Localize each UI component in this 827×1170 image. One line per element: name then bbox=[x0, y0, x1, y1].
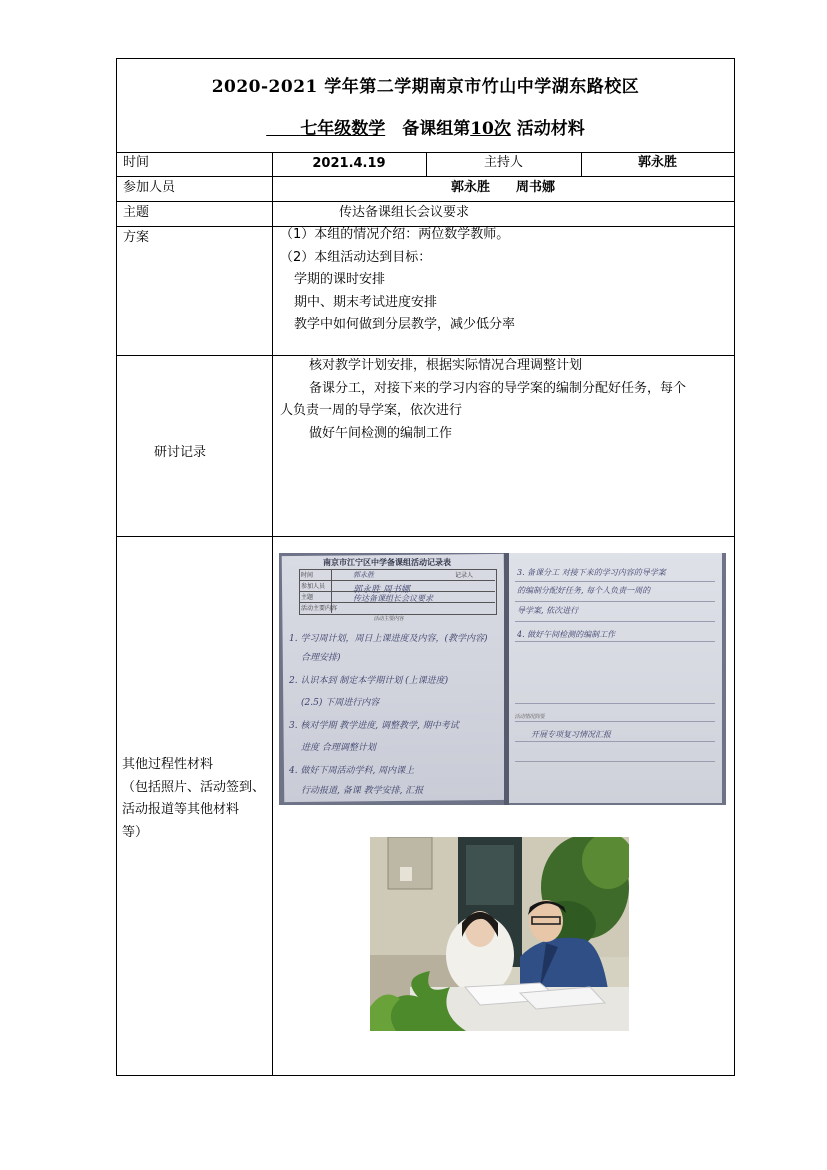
plan-line: （1）本组的情况介绍：两位数学教师。 bbox=[280, 227, 510, 242]
form-field: 活动主要内容 bbox=[374, 616, 405, 622]
document-title: 2020-2021 学年第二学期南京市竹山中学湖东路校区 bbox=[211, 77, 640, 97]
handwriting: 行动报道, 备课 教学安排, 汇报 bbox=[301, 786, 424, 796]
handwriting: 开展专项复习情况汇报 bbox=[531, 730, 611, 739]
subtitle-subject-text: 七年级数学 bbox=[300, 119, 386, 139]
other-label-line: （包括照片、活动签到、 bbox=[122, 779, 266, 795]
discussion-line: 备课分工，对接下来的学习内容的导学案的编制分配好任务，每个 bbox=[309, 380, 687, 396]
handwriting: 2. 认识本到 制定本学期计划 (上课进度) bbox=[289, 676, 449, 686]
subtitle-subject bbox=[266, 119, 385, 139]
handwriting: 4. 做好午间检测的编制工作 bbox=[517, 630, 616, 639]
form-field: 活动主要内容 bbox=[301, 605, 338, 612]
activity-record-table bbox=[116, 58, 735, 1076]
handwriting: 3. 备课分工 对接下来的学习内容的导学案 bbox=[517, 568, 666, 577]
record-book-photo bbox=[279, 553, 726, 805]
plan-label: 方案 bbox=[123, 230, 150, 245]
other-label-line: 其他过程性材料 bbox=[122, 757, 214, 772]
handwriting: 1. 学习周计划，周日上课进度及内容，(教学内容) bbox=[289, 634, 488, 644]
meeting-scene-illustration bbox=[370, 837, 629, 1031]
handwriting: 郭永胜 周书娜 bbox=[353, 585, 410, 595]
topic-value: 传达备课组长会议要求 bbox=[339, 205, 470, 220]
other-label-line: 活动报道等其他材料 bbox=[122, 802, 240, 817]
topic-label: 主题 bbox=[123, 205, 150, 220]
form-field: 主题 bbox=[301, 594, 314, 601]
teachers-meeting-photo bbox=[370, 837, 629, 1031]
discussion-line: 核对教学计划安排，根据实际情况合理调整计划 bbox=[309, 358, 583, 373]
subtitle-suffix: 活动材料 bbox=[510, 119, 585, 139]
document-subtitle bbox=[117, 114, 734, 139]
handwriting: 合理安排) bbox=[301, 653, 341, 663]
plan-line: 学期的课时安排 bbox=[294, 272, 386, 287]
handwriting: 传达备课组长会议要求 bbox=[353, 594, 433, 603]
other-label-line: 等） bbox=[122, 824, 149, 840]
participants-label: 参加人员 bbox=[123, 180, 176, 195]
handwriting: (2.5) 下周进行内容 bbox=[301, 698, 380, 708]
discussion-line: 做好午间检测的编制工作 bbox=[309, 425, 453, 441]
form-title: 南京市江宁区中学备课组活动记录表 bbox=[323, 558, 451, 567]
subtitle-session: 10次 bbox=[470, 119, 511, 139]
handwriting: 郭永胜 bbox=[353, 571, 374, 579]
other-materials-label bbox=[122, 754, 265, 844]
time-label: 时间 bbox=[123, 155, 150, 170]
subtitle-group-prefix: 备课组第 bbox=[385, 119, 471, 139]
handwriting: 的编制分配好任务, 每个人负责一周的 bbox=[517, 586, 651, 595]
discussion-content bbox=[280, 355, 730, 445]
plan-line: （2）本组活动达到目标： bbox=[280, 249, 432, 265]
handwriting: 3. 核对学期 教学进度, 调整教学, 期中考试 bbox=[289, 721, 459, 731]
handwriting: 进度 合理调整计划 bbox=[301, 743, 376, 753]
plan-line: 期中、期末考试进度安排 bbox=[294, 294, 438, 310]
plan-line: 教学中如何做到分层教学，减少低分率 bbox=[294, 317, 516, 332]
plan-content bbox=[280, 224, 515, 337]
subtitle-blank bbox=[266, 119, 300, 139]
time-value: 2021.4.19 bbox=[312, 156, 386, 171]
host-label: 主持人 bbox=[483, 155, 523, 170]
handwriting: 导学案, 依次进行 bbox=[517, 606, 579, 615]
discussion-label: 研讨记录 bbox=[154, 445, 207, 460]
participants-value: 郭永胜 周书娜 bbox=[450, 180, 555, 195]
discussion-line: 人负责一周的导学案，依次进行 bbox=[280, 403, 463, 418]
form-field: 参加人员 bbox=[301, 583, 326, 590]
host-value: 郭永胜 bbox=[637, 155, 677, 170]
form-field: 时间 bbox=[301, 572, 314, 579]
form-field: 活动情况简要 bbox=[515, 714, 546, 720]
form-field: 记录人 bbox=[455, 572, 474, 579]
handwriting: 4. 做好下周活动学科, 周内课上 bbox=[289, 766, 415, 776]
